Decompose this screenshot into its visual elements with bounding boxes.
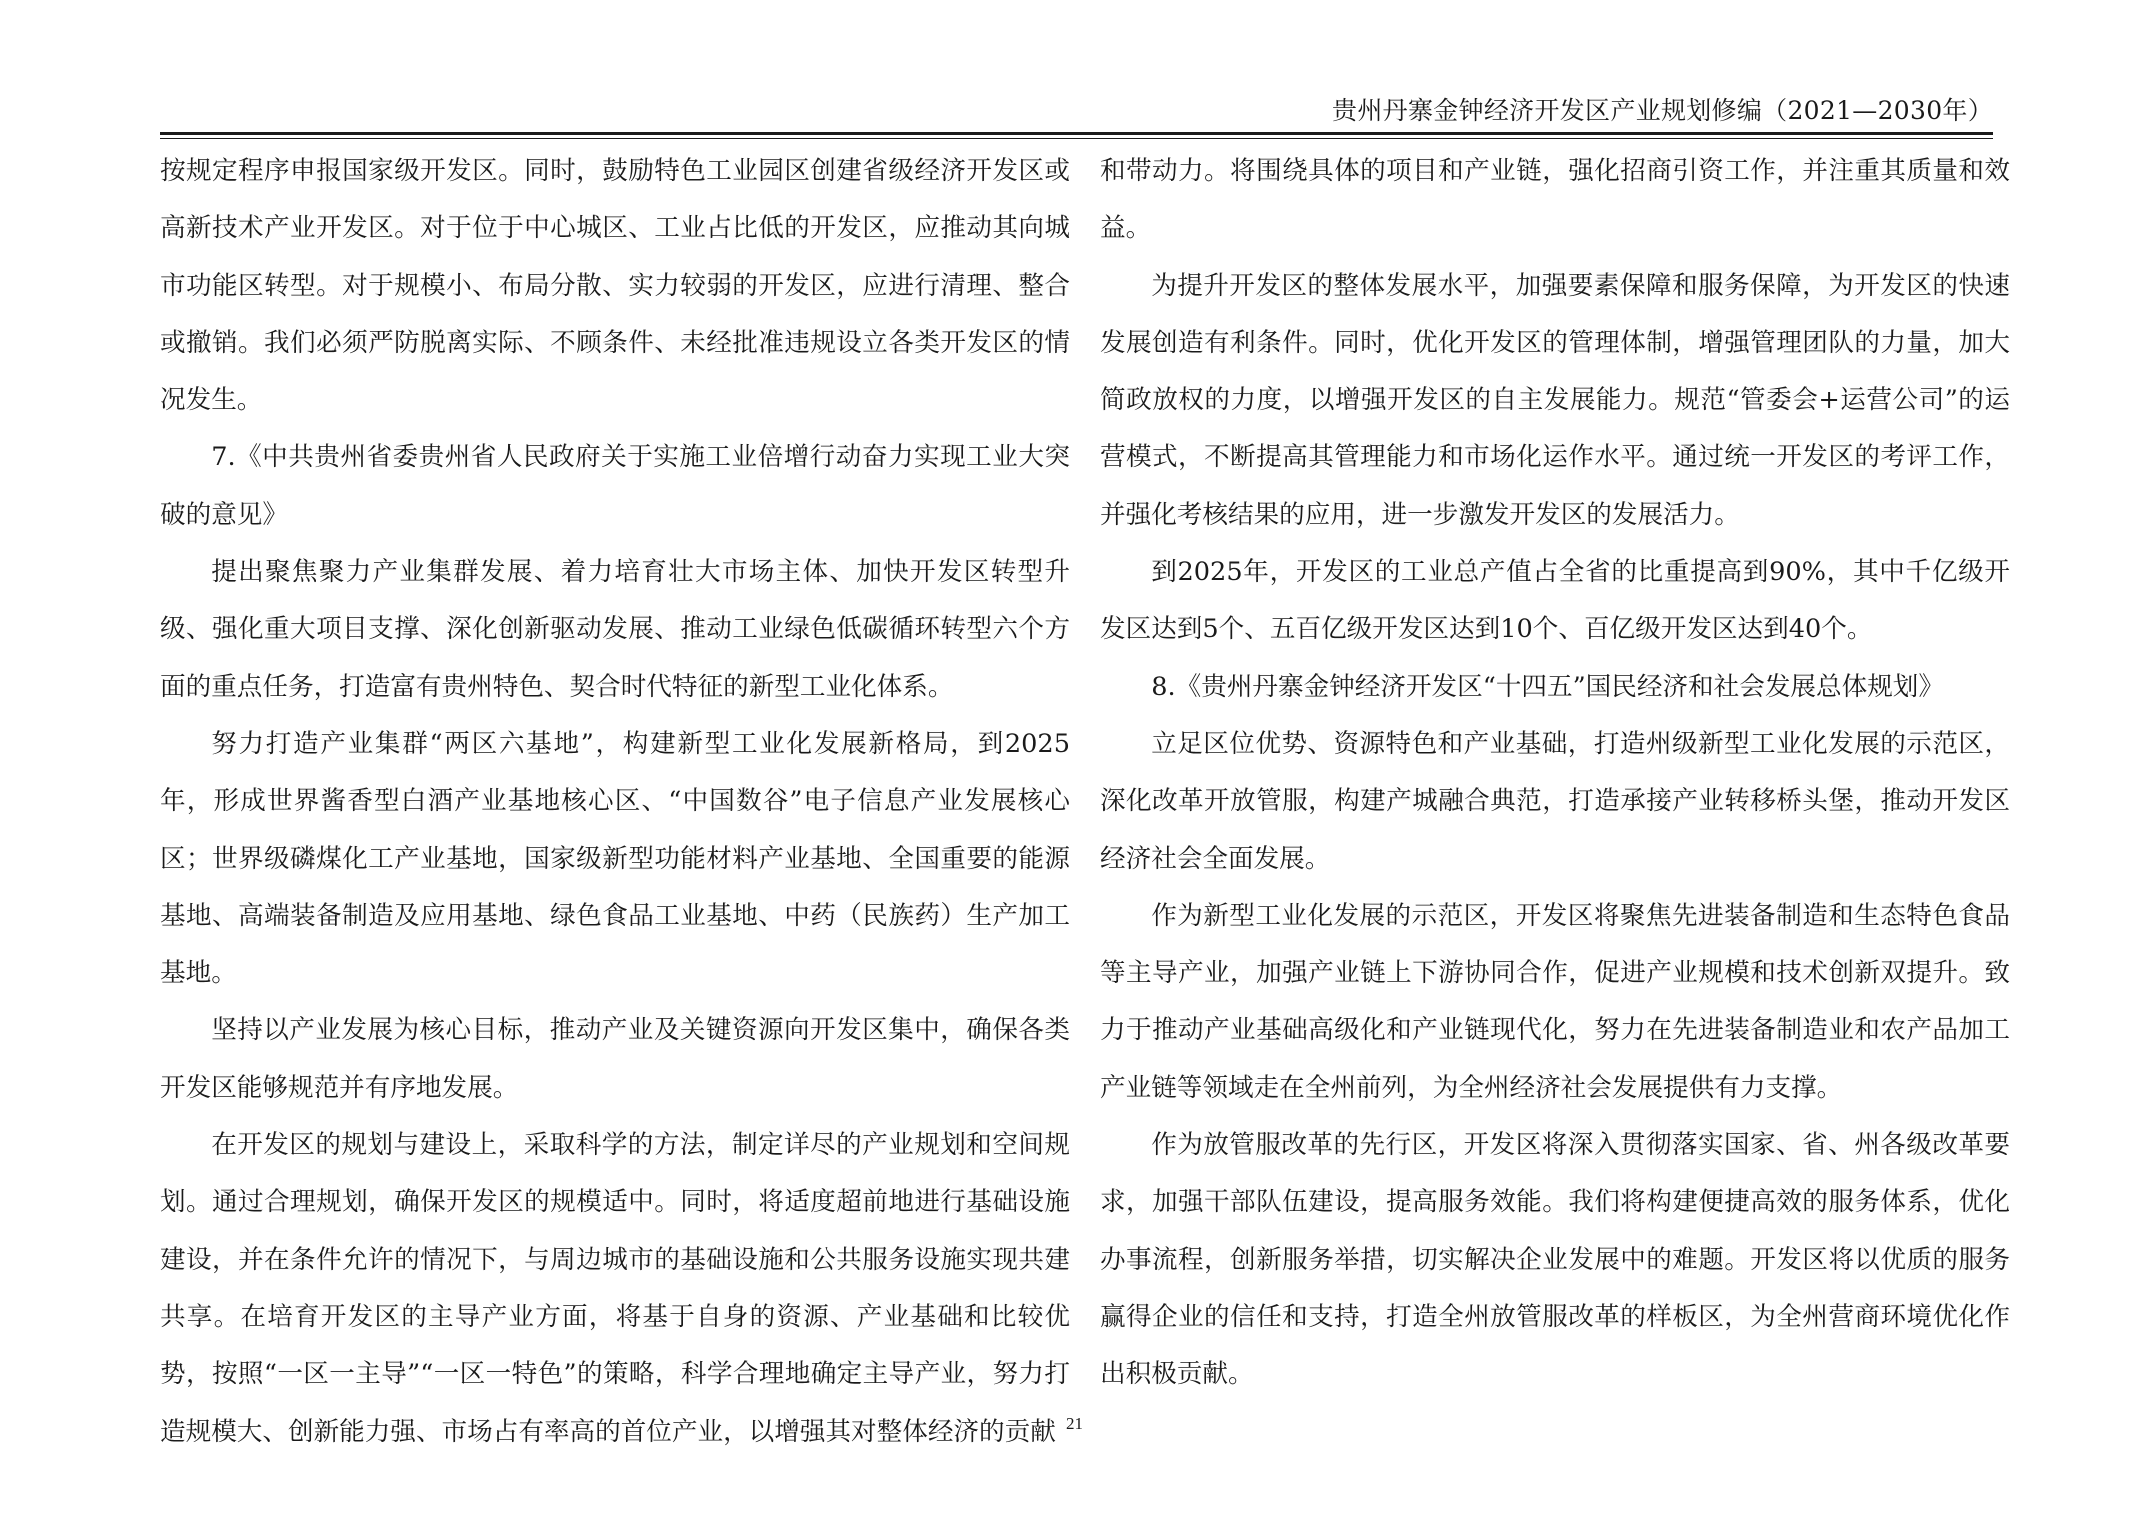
paragraph: 在开发区的规划与建设上，采取科学的方法，制定详尽的产业规划和空间规划。通过合理规划，确保开发区的规模适中。同时，将适度超前地进行基础设施建设，并在条件允许的情况下，与周边城市的基础设施和公共服务设施实现共建共享。在培育开发区的主导产业方面，将基于自身的资源、产业基础和比较优势，按照“一区一主导”“一区一特色”的策略，科学合理地确定主导产业，努力打造规模大、创新能力强、市场占有率高的首位产业，以增强其对整体经济的贡献 [160,1130,1070,1447]
paragraph: 按规定程序申报国家级开发区。同时，鼓励特色工业园区创建省级经济开发区或高新技术产业开发区。对于位于中心城区、工业占比低的开发区，应推动其向城市功能区转型。对于规模小、布局分散、实力较弱的开发区，应进行清理、整合或撤销。我们必须严防脱离实际、不顾条件、未经批准违规设立各类开发区的情况发生。 [160,156,1070,416]
paragraph: 8.《贵州丹寨金钟经济开发区“十四五”国民经济和社会发展总体规划》 [1151,671,1944,702]
paragraph: 提出聚焦聚力产业集群发展、着力培育壮大市场主体、加快开发区转型升级、强化重大项目支撑、深化创新驱动发展、推动工业绿色低碳循环转型六个方面的重点任务，打造富有贵州特色、契合时代特征的新型工业化体系。 [160,557,1070,702]
document-header-title: 贵州丹寨金钟经济开发区产业规划修编（2021—2030年） [1332,96,1993,125]
paragraph: 7.《中共贵州省委贵州省人民政府关于实施工业倍增行动奋力实现工业大突破的意见》 [160,442,1070,530]
paragraph: 立足区位优势、资源特色和产业基础，打造州级新型工业化发展的示范区，深化改革开放管服，构建产城融合典范，打造承接产业转移桥头堡，推动开发区经济社会全面发展。 [1100,728,2010,874]
header-rule-thin [160,138,1993,139]
paragraph: 和带动力。将围绕具体的项目和产业链，强化招商引资工作，并注重其质量和效益。 [1100,156,2010,244]
header-rule-thick [160,132,1993,135]
paragraph: 作为放管服改革的先行区，开发区将深入贯彻落实国家、省、州各级改革要求，加强干部队伍建设，提高服务效能。我们将构建便捷高效的服务体系，优化办事流程，创新服务举措，切实解决企业发展中的难题。开发区将以优质的服务赢得企业的信任和支持，打造全州放管服改革的样板区，为全州营商环境优化作出积极贡献。 [1100,1130,2010,1390]
paragraph: 为提升开发区的整体发展水平，加强要素保障和服务保障，为开发区的快速发展创造有利条件。同时，优化开发区的管理体制，增强管理团队的力量，加大简政放权的力度，以增强开发区的自主发展能力。规范“管委会+运营公司”的运营模式，不断提高其管理能力和市场化运作水平。通过统一开发区的考评工作，并强化考核结果的应用，进一步激发开发区的发展活力。 [1100,270,2010,530]
left-text-column [160,143,1070,1461]
paragraph: 坚持以产业发展为核心目标，推动产业及关键资源向开发区集中，确保各类开发区能够规范并有序地发展。 [160,1015,1070,1103]
paragraph: 作为新型工业化发展的示范区，开发区将聚焦先进装备制造和生态特色食品等主导产业，加强产业链上下游协同合作，促进产业规模和技术创新双提升。致力于推动产业基础高级化和产业链现代化，努力在先进装备制造业和农产品加工产业链等领域走在全州前列，为全州经济社会发展提供有力支撑。 [1100,900,2010,1103]
paragraph: 努力打造产业集群“两区六基地”，构建新型工业化发展新格局，到2025年，形成世界酱香型白酒产业基地核心区、“中国数谷”电子信息产业发展核心区；世界级磷煤化工产业基地，国家级新型功能材料产业基地、全国重要的能源基地、高端装备制造及应用基地、绿色食品工业基地、中药（民族药）生产加工基地。 [160,728,1070,989]
page-number: 21 [1066,1414,1083,1433]
paragraph: 到2025年，开发区的工业总产值占全省的比重提高到90%，其中千亿级开发区达到5个、五百亿级开发区达到10个、百亿级开发区达到40个。 [1100,557,2010,645]
right-text-column [1100,143,2010,1404]
